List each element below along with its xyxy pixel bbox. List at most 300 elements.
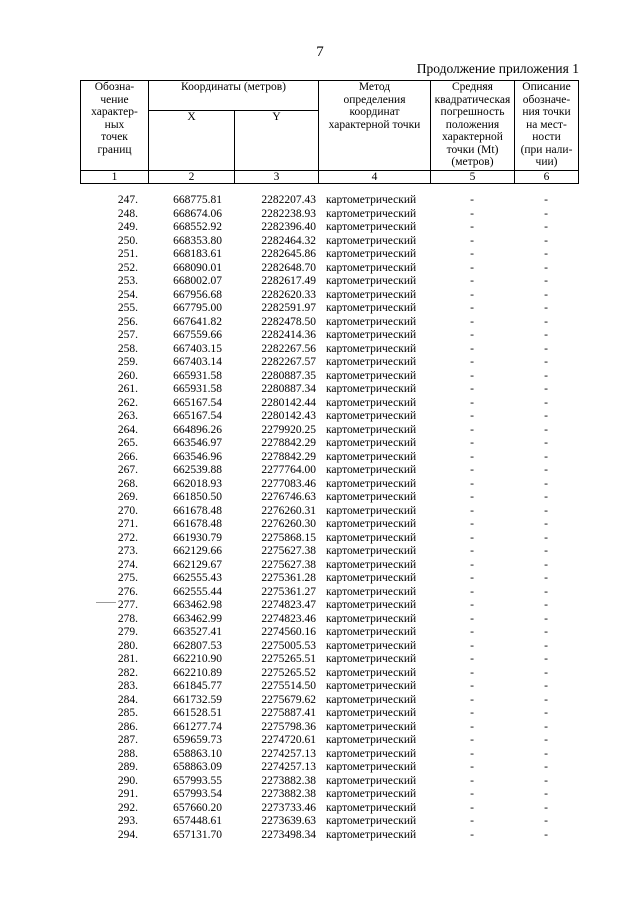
coord-x-cell: 667403.15 [173,342,222,355]
mean-error-cell: - [470,599,474,611]
point-number-cell: 268. [117,477,138,490]
coord-y-cell: 2276260.31 [261,504,316,517]
table-row [80,316,578,330]
description-cell: - [544,410,548,422]
method-cell: картометрический [326,437,417,449]
coord-x-cell: 659659.73 [173,734,222,746]
mean-error-cell: - [470,437,474,449]
method-cell: картометрический [326,828,417,841]
coord-y-cell: 2274560.16 [261,626,316,638]
method-cell: картометрический [326,801,417,814]
column-number: 1 [81,171,149,184]
method-cell: картометрический [326,450,417,463]
coord-x-cell: 667795.00 [173,302,222,314]
point-number-cell: 287. [117,734,138,746]
point-number-cell: 288. [117,747,138,760]
coord-y-cell: 2282207.43 [261,194,316,206]
point-number-cell: 280. [117,639,138,652]
mean-error-cell: - [470,302,474,314]
coord-y-cell: 2275798.36 [261,720,316,733]
description-cell: - [544,599,548,611]
description-cell: - [544,194,548,206]
table-row [80,559,578,573]
point-number-cell: 261. [117,383,138,395]
table-row [80,734,578,748]
method-cell: картометрический [326,653,417,665]
description-cell: - [544,815,548,827]
description-cell: - [544,234,548,247]
mean-error-cell: - [470,194,474,206]
coord-y-cell: 2273639.63 [261,815,316,827]
coord-y-cell: 2279920.25 [261,423,316,436]
description-cell: - [544,261,548,274]
description-cell: - [544,383,548,395]
mean-error-cell: - [470,207,474,220]
mean-error-cell: - [470,383,474,395]
mean-error-cell: - [470,693,474,706]
table-row [80,680,578,694]
description-cell: - [544,464,548,476]
coord-x-cell: 662210.90 [173,653,222,665]
column-number: 6 [515,171,579,184]
point-number-cell: 274. [117,558,138,571]
coord-x-cell: 668002.07 [173,275,222,287]
description-cell: - [544,572,548,584]
point-number-cell: 269. [117,491,138,503]
mean-error-cell: - [470,572,474,584]
mean-error-cell: - [470,234,474,247]
table-row [80,653,578,667]
mean-error-cell: - [470,788,474,800]
mean-error-cell: - [470,275,474,287]
description-cell: - [544,558,548,571]
header-description: Описание обозначе- ния точки на мест- ности (при нали- чии) [515,81,579,171]
description-cell: - [544,437,548,449]
method-cell: картометрический [326,234,417,247]
mean-error-cell: - [470,315,474,328]
coord-y-cell: 2280142.43 [261,410,316,422]
point-number-cell: 272. [117,531,138,544]
mean-error-cell: - [470,545,474,557]
mean-error-cell: - [470,734,474,746]
method-cell: картометрический [326,288,417,301]
mean-error-cell: - [470,612,474,625]
mean-error-cell: - [470,720,474,733]
point-number-cell: 271. [117,518,138,530]
method-cell: картометрический [326,761,417,773]
coord-x-cell: 668090.01 [173,261,222,274]
coord-x-cell: 665167.54 [173,410,222,422]
method-cell: картометрический [326,518,417,530]
description-cell: - [544,329,548,341]
mean-error-cell: - [470,626,474,638]
coord-y-cell: 2282617.49 [261,275,316,287]
coord-x-cell: 661678.48 [173,504,222,517]
mean-error-cell: - [470,329,474,341]
column-number: 4 [319,171,431,184]
mean-error-cell: - [470,221,474,233]
coord-y-cell: 2282396.40 [261,221,316,233]
method-cell: картометрический [326,626,417,638]
table-row [80,464,578,478]
method-cell: картометрический [326,221,417,233]
description-cell: - [544,369,548,382]
point-number-cell: 294. [117,828,138,841]
mean-error-cell: - [470,369,474,382]
table-row [80,599,578,613]
coord-x-cell: 662018.93 [173,477,222,490]
mean-error-cell: - [470,288,474,301]
table-row [80,613,578,627]
mean-error-cell: - [470,761,474,773]
description-cell: - [544,315,548,328]
coord-x-cell: 662555.44 [173,585,222,598]
coord-x-cell: 661277.74 [173,720,222,733]
method-cell: картометрический [326,734,417,746]
coord-x-cell: 665931.58 [173,369,222,382]
coord-x-cell: 667559.66 [173,329,222,341]
coord-y-cell: 2275361.28 [261,572,316,584]
point-number-cell: 259. [117,356,138,368]
mean-error-cell: - [470,423,474,436]
method-cell: картометрический [326,396,417,409]
point-number-cell: 264. [117,423,138,436]
method-cell: картометрический [326,477,417,490]
table-row [80,235,578,249]
description-cell: - [544,504,548,517]
mean-error-cell: - [470,828,474,841]
method-cell: картометрический [326,545,417,557]
coord-x-cell: 661528.51 [173,707,222,719]
continuation-label: Продолжение приложения 1 [416,61,579,76]
table-row [80,829,578,843]
mean-error-cell: - [470,504,474,517]
description-cell: - [544,612,548,625]
table-row [80,343,578,357]
description-cell: - [544,666,548,679]
coord-x-cell: 658863.09 [173,761,222,773]
coord-y-cell: 2282478.50 [261,315,316,328]
coord-y-cell: 2275361.27 [261,585,316,598]
table-row [80,761,578,775]
coord-y-cell: 2282414.36 [261,329,316,341]
method-cell: картометрический [326,383,417,395]
table-row [80,194,578,208]
coord-y-cell: 2282238.93 [261,207,316,220]
mean-error-cell: - [470,342,474,355]
point-number-cell: 247. [117,194,138,206]
table-row [80,518,578,532]
point-number-cell: 258. [117,342,138,355]
description-cell: - [544,693,548,706]
table-row [80,586,578,600]
mean-error-cell: - [470,639,474,652]
description-cell: - [544,275,548,287]
point-number-cell: 282. [117,666,138,679]
method-cell: картометрический [326,680,417,692]
coord-x-cell: 668775.81 [173,194,222,206]
method-cell: картометрический [326,666,417,679]
coord-y-cell: 2282267.56 [261,342,316,355]
header-coordinates: Координаты (метров) [149,81,319,111]
description-cell: - [544,720,548,733]
point-number-cell: 278. [117,612,138,625]
coord-x-cell: 661845.77 [173,680,222,692]
coord-x-cell: 657660.20 [173,801,222,814]
method-cell: картометрический [326,707,417,719]
point-number-cell: 257. [117,329,138,341]
coord-y-cell: 2275514.50 [261,680,316,692]
point-number-cell: 276. [117,585,138,598]
table-row [80,410,578,424]
method-cell: картометрический [326,558,417,571]
description-cell: - [544,788,548,800]
table-row [80,437,578,451]
method-cell: картометрический [326,248,417,260]
coord-y-cell: 2274720.61 [261,734,316,746]
mean-error-cell: - [470,261,474,274]
table-row [80,572,578,586]
mean-error-cell: - [470,410,474,422]
description-cell: - [544,774,548,787]
method-cell: картометрический [326,423,417,436]
header-y: Y [235,111,319,171]
coord-x-cell: 661930.79 [173,531,222,544]
coord-x-cell: 663462.98 [173,599,222,611]
coord-x-cell: 665167.54 [173,396,222,409]
point-number-cell: 266. [117,450,138,463]
header-point-designation: Обозна- чение характер- ных точек границ [81,81,149,171]
point-number-cell: 253. [117,275,138,287]
description-cell: - [544,356,548,368]
method-cell: картометрический [326,599,417,611]
coord-x-cell: 662129.66 [173,545,222,557]
table-row [80,356,578,370]
mean-error-cell: - [470,666,474,679]
mean-error-cell: - [470,518,474,530]
coord-x-cell: 661850.50 [173,491,222,503]
coord-x-cell: 663546.97 [173,437,222,449]
column-number: 3 [235,171,319,184]
mean-error-cell: - [470,680,474,692]
table-row [80,302,578,316]
method-cell: картометрический [326,207,417,220]
header-mean-error: Средняя квадратическая погрешность положения характерной точки (Mt) (метров) [431,81,515,171]
method-cell: картометрический [326,693,417,706]
description-cell: - [544,545,548,557]
point-number-cell: 277. [117,599,138,611]
coord-y-cell: 2276746.63 [261,491,316,503]
coord-x-cell: 657448.61 [173,815,222,827]
table-row [80,775,578,789]
coord-x-cell: 668552.92 [173,221,222,233]
coord-y-cell: 2282267.57 [261,356,316,368]
coord-x-cell: 662555.43 [173,572,222,584]
method-cell: картометрический [326,585,417,598]
coord-y-cell: 2282648.70 [261,261,316,274]
point-number-cell: 293. [117,815,138,827]
method-cell: картометрический [326,464,417,476]
coord-x-cell: 658863.10 [173,747,222,760]
coord-y-cell: 2280887.34 [261,383,316,395]
method-cell: картометрический [326,720,417,733]
table-row [80,383,578,397]
coord-y-cell: 2275868.15 [261,531,316,544]
table-row [80,748,578,762]
point-number-cell: 286. [117,720,138,733]
point-number-cell: 283. [117,680,138,692]
method-cell: картометрический [326,275,417,287]
mean-error-cell: - [470,248,474,260]
coord-x-cell: 667956.68 [173,288,222,301]
coord-y-cell: 2275627.38 [261,545,316,557]
description-cell: - [544,639,548,652]
table-row [80,329,578,343]
coord-x-cell: 664896.26 [173,423,222,436]
description-cell: - [544,707,548,719]
description-cell: - [544,531,548,544]
description-cell: - [544,585,548,598]
coord-x-cell: 663462.99 [173,612,222,625]
point-number-cell: 262. [117,396,138,409]
coord-y-cell: 2282620.33 [261,288,316,301]
method-cell: картометрический [326,788,417,800]
mean-error-cell: - [470,747,474,760]
coord-y-cell: 2276260.30 [261,518,316,530]
coord-x-cell: 665931.58 [173,383,222,395]
coord-y-cell: 2275679.62 [261,693,316,706]
point-number-cell: 249. [117,221,138,233]
coord-y-cell: 2282591.97 [261,302,316,314]
table-row [80,289,578,303]
point-number-cell: 291. [117,788,138,800]
table-row [80,451,578,465]
coord-y-cell: 2280142.44 [261,396,316,409]
mean-error-cell: - [470,585,474,598]
mean-error-cell: - [470,815,474,827]
point-number-cell: 255. [117,302,138,314]
coord-y-cell: 2274257.13 [261,761,316,773]
coord-y-cell: 2275265.51 [261,653,316,665]
description-cell: - [544,477,548,490]
coord-y-cell: 2275265.52 [261,666,316,679]
point-number-cell: 289. [117,761,138,773]
point-number-cell: 285. [117,707,138,719]
method-cell: картометрический [326,315,417,328]
mean-error-cell: - [470,477,474,490]
column-number: 2 [149,171,235,184]
coord-x-cell: 668353.80 [173,234,222,247]
point-number-cell: 270. [117,504,138,517]
description-cell: - [544,734,548,746]
point-number-cell: 263. [117,410,138,422]
description-cell: - [544,396,548,409]
description-cell: - [544,680,548,692]
mean-error-cell: - [470,396,474,409]
point-number-cell: 284. [117,693,138,706]
mean-error-cell: - [470,774,474,787]
description-cell: - [544,302,548,314]
coord-y-cell: 2278842.29 [261,450,316,463]
point-number-cell: 267. [117,464,138,476]
coord-y-cell: 2275627.38 [261,558,316,571]
table-row [80,208,578,222]
method-cell: картометрический [326,815,417,827]
point-number-cell: 275. [117,572,138,584]
table-row [80,370,578,384]
method-cell: картометрический [326,531,417,544]
coord-y-cell: 2274257.13 [261,747,316,760]
coord-x-cell: 661678.48 [173,518,222,530]
point-number-cell: 254. [117,288,138,301]
mean-error-cell: - [470,653,474,665]
coord-y-cell: 2274823.47 [261,599,316,611]
table-row [80,626,578,640]
table-row [80,802,578,816]
coord-x-cell: 663546.96 [173,450,222,463]
table-row [80,640,578,654]
description-cell: - [544,491,548,503]
method-cell: картометрический [326,342,417,355]
coord-y-cell: 2275005.53 [261,639,316,652]
mean-error-cell: - [470,531,474,544]
point-number-cell: 260. [117,369,138,382]
method-cell: картометрический [326,194,417,206]
description-cell: - [544,342,548,355]
coord-x-cell: 667403.14 [173,356,222,368]
coord-x-cell: 668674.06 [173,207,222,220]
coord-y-cell: 2273882.38 [261,774,316,787]
header-x: X [149,111,235,171]
description-cell: - [544,207,548,220]
method-cell: картометрический [326,612,417,625]
table-row [80,545,578,559]
coord-x-cell: 657993.55 [173,774,222,787]
coord-y-cell: 2273882.38 [261,788,316,800]
table-row [80,424,578,438]
mean-error-cell: - [470,801,474,814]
table-row [80,275,578,289]
table-row [80,788,578,802]
coord-y-cell: 2273733.46 [261,801,316,814]
coord-x-cell: 662129.67 [173,558,222,571]
table-row [80,667,578,681]
method-cell: картометрический [326,302,417,314]
header-method: Метод определения координат характерной точки [319,81,431,171]
description-cell: - [544,653,548,665]
table-body [80,194,578,842]
point-number-cell: 273. [117,545,138,557]
coord-x-cell: 663527.41 [173,626,222,638]
point-number-cell: 251. [117,248,138,260]
method-cell: картометрический [326,639,417,652]
mean-error-cell: - [470,558,474,571]
coord-y-cell: 2282464.32 [261,234,316,247]
description-cell: - [544,221,548,233]
table-row [80,491,578,505]
table-row [80,721,578,735]
coord-x-cell: 667641.82 [173,315,222,328]
description-cell: - [544,828,548,841]
table-row [80,478,578,492]
column-number: 5 [431,171,515,184]
mean-error-cell: - [470,491,474,503]
method-cell: картометрический [326,329,417,341]
coord-y-cell: 2273498.34 [261,828,316,841]
coord-y-cell: 2278842.29 [261,437,316,449]
method-cell: картометрический [326,774,417,787]
point-number-cell: 250. [117,234,138,247]
